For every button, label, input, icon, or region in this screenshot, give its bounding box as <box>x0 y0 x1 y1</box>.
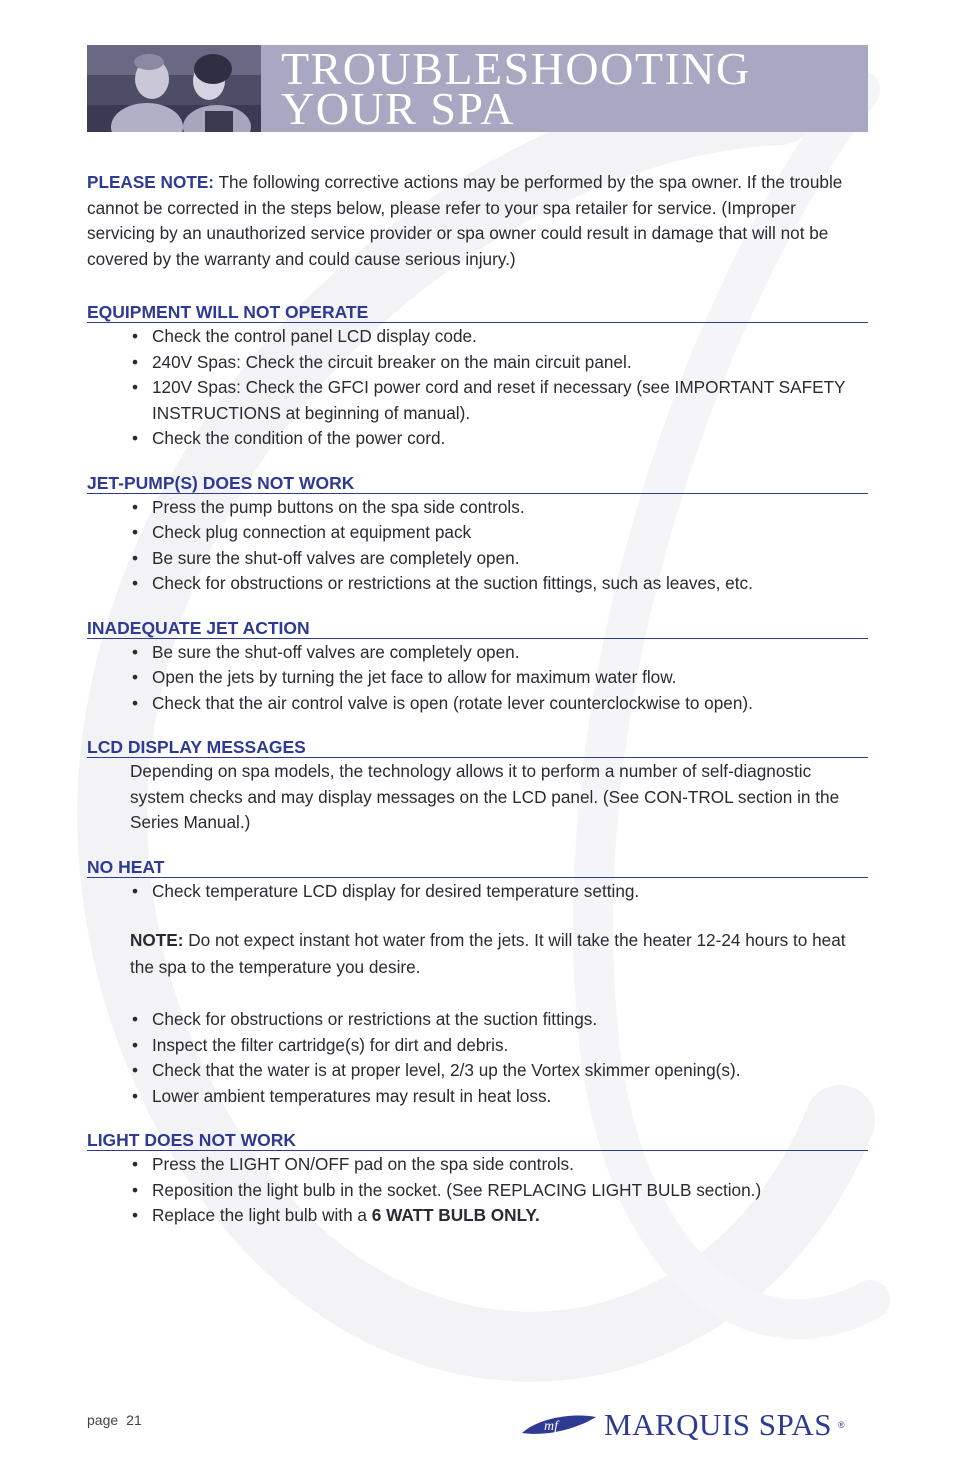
list-item: • Press the LIGHT ON/OFF pad on the spa side controls. <box>130 1152 868 1178</box>
brand-name: MARQUIS SPAS <box>604 1407 832 1442</box>
list-item: • Open the jets by turning the jet face to allow for maximum water flow. <box>130 665 868 691</box>
list-item: • Check the condition of the power cord. <box>130 426 868 452</box>
brand-mark-icon <box>520 1411 598 1439</box>
list-item: • 240V Spas: Check the circuit breaker on the main circuit panel. <box>130 350 868 376</box>
section-heading: NO HEAT <box>87 857 868 878</box>
brand-mark-text: mf <box>544 1419 558 1434</box>
list-item: • Check temperature LCD display for desired temperature setting. <box>130 879 868 905</box>
brand-logo <box>520 1405 868 1445</box>
section-heading: INADEQUATE JET ACTION <box>87 618 868 639</box>
intro-paragraph <box>87 170 868 272</box>
page-number-value: 21 <box>126 1412 142 1428</box>
section-light <box>87 1130 868 1229</box>
intro-text: The following corrective actions may be performed by the spa owner. If the trouble cannot be corrected in the steps below, please refer to your spa retailer for service. (Improper servicing by an unauthorized service provider or spa owner could result in damage that will not be covered by the warranty and could cause serious injury.) <box>87 172 843 269</box>
list-item: • Check the control panel LCD display code. <box>130 324 868 350</box>
heater-note <box>130 927 868 981</box>
lcd-paragraph: Depending on spa models, the technology allows it to perform a number of self-diagnostic system checks and may display messages on the LCD panel. (See CON-TROL section in the Series Manual.) <box>130 761 840 832</box>
bullet-list <box>87 1152 868 1229</box>
registered-mark: ® <box>837 1420 845 1430</box>
list-item: • Be sure the shut-off valves are completely open. <box>130 640 868 666</box>
bullet-list <box>87 495 868 597</box>
section-lcd-messages <box>87 737 868 836</box>
list-item: • Check plug connection at equipment pack <box>130 520 868 546</box>
list-item: • Check that the water is at proper level, 2/3 up the Vortex skimmer opening(s). <box>130 1058 868 1084</box>
note-text: Do not expect instant hot water from the jets. It will take the heater 12-24 hours to heat the spa to the temperature you desire. <box>130 930 846 977</box>
list-item: • 120V Spas: Check the GFCI power cord and reset if necessary (see IMPORTANT SAFETY INSTRUCTIONS at beginning of manual). <box>130 375 868 426</box>
section-equipment <box>87 302 868 452</box>
section-no-heat <box>87 857 868 1110</box>
list-item: • Reposition the light bulb in the socket. (See REPLACING LIGHT BULB section.) <box>130 1178 868 1204</box>
page-number <box>87 1412 142 1428</box>
list-item: • Inspect the filter cartridge(s) for dirt and debris. <box>130 1033 868 1059</box>
section-inadequate-jet-action <box>87 618 868 717</box>
section-heading: LIGHT DOES NOT WORK <box>87 1130 868 1151</box>
note-label: NOTE: <box>130 930 184 950</box>
bulb-warning: 6 WATT BULB ONLY. <box>371 1205 540 1225</box>
please-note-label: PLEASE NOTE: <box>87 172 215 192</box>
title-line-1: TROUBLESHOOTING <box>281 42 751 94</box>
list-item: • Be sure the shut-off valves are completely open. <box>130 546 868 572</box>
list-item <box>130 1203 868 1229</box>
bullet-list <box>87 879 868 905</box>
section-heading: JET-PUMP(S) DOES NOT WORK <box>87 473 868 494</box>
page-label: page <box>87 1412 119 1428</box>
bullet-list <box>87 324 868 452</box>
title-line-2: YOUR SPA <box>281 82 516 134</box>
list-item: • Check for obstructions or restrictions at the suction fittings. <box>130 1007 868 1033</box>
list-item: • Check for obstructions or restrictions at the suction fittings, such as leaves, etc. <box>130 571 868 597</box>
bullet-list <box>87 1007 868 1109</box>
couple-photo <box>87 45 261 132</box>
page-title <box>261 42 751 134</box>
header-banner <box>87 42 868 134</box>
list-item: • Lower ambient temperatures may result in heat loss. <box>130 1084 868 1110</box>
list-item: • Check that the air control valve is open (rotate lever counterclockwise to open). <box>130 691 868 717</box>
list-item: • Press the pump buttons on the spa side controls. <box>130 495 868 521</box>
section-heading: LCD DISPLAY MESSAGES <box>87 737 868 758</box>
bullet-list <box>87 640 868 717</box>
main-content <box>87 170 868 1250</box>
section-jet-pump <box>87 473 868 597</box>
section-heading: EQUIPMENT WILL NOT OPERATE <box>87 302 868 323</box>
list-item-text: Replace the light bulb with a <box>152 1205 372 1225</box>
